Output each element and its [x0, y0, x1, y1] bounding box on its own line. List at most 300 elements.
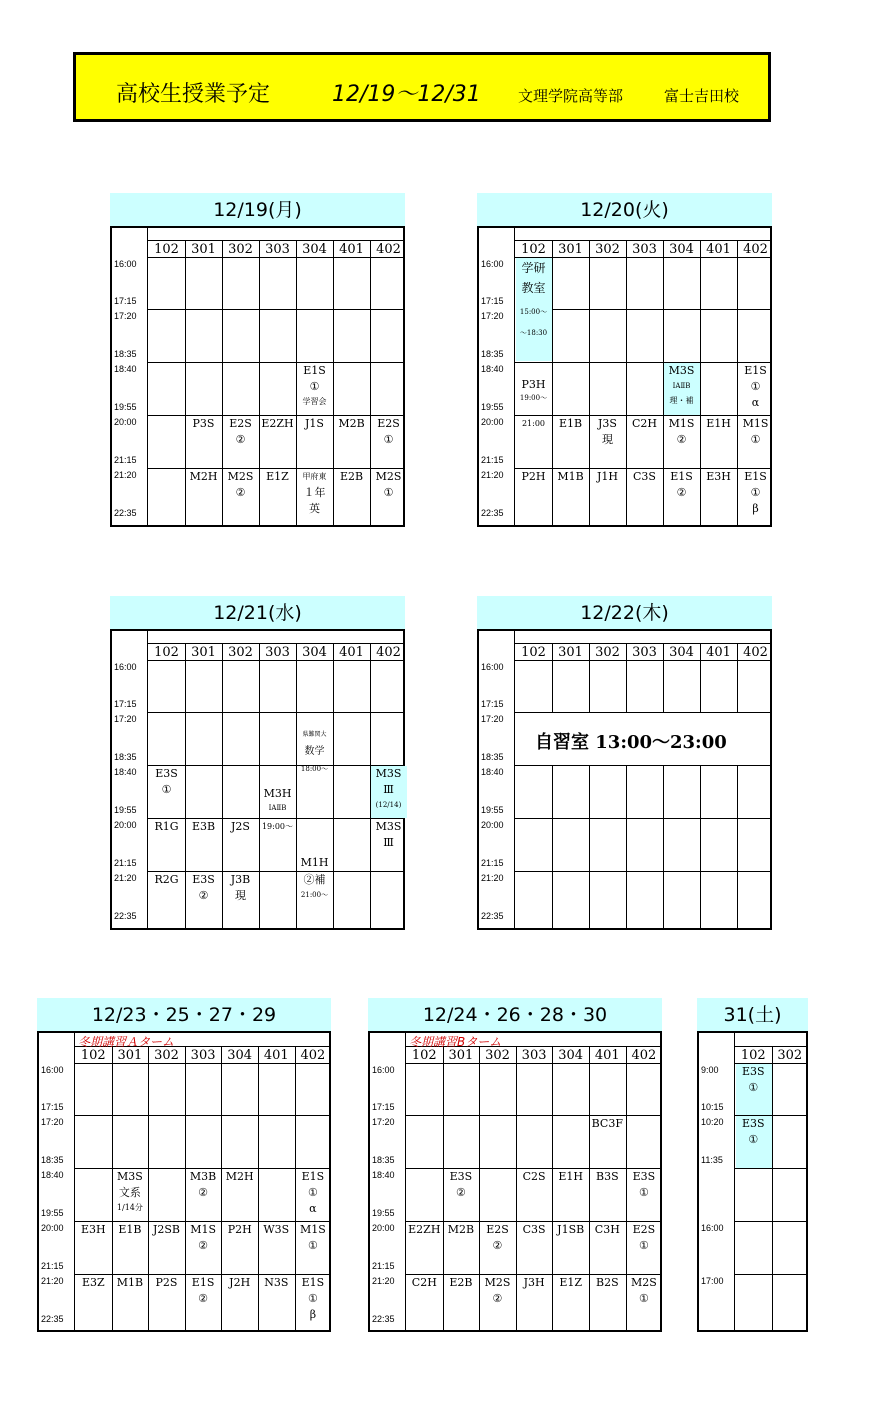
schedule-cell	[148, 766, 185, 798]
cell-text: E3S	[449, 1170, 473, 1183]
cell-text: R2G	[154, 873, 179, 886]
cell-text: E2ZH	[408, 1223, 441, 1236]
cell-text: E2B	[339, 470, 364, 483]
cell-text: M1B	[557, 470, 584, 483]
divider	[148, 309, 405, 310]
time-label: 11:35	[701, 1155, 723, 1165]
cell-text: E1S	[303, 364, 326, 377]
schedule-cell	[479, 1275, 516, 1307]
schedule-cell	[296, 855, 333, 871]
cell-text: 甲府東	[302, 472, 327, 481]
cell-text: １年	[303, 486, 326, 499]
cell-text: ～18:30	[519, 329, 548, 337]
cell-text: 学研	[521, 261, 546, 275]
schedule-cell	[185, 1275, 222, 1307]
cell-text: M1S	[742, 417, 769, 430]
time-label: 20:00	[481, 820, 504, 830]
time-label: 18:40	[481, 767, 504, 777]
cell-text: M3S	[668, 364, 695, 377]
room-header: 303	[632, 242, 657, 257]
room-header: 304	[302, 645, 327, 660]
time-label: 16:00	[481, 259, 504, 269]
header-dates: 12/19～12/31	[332, 82, 481, 107]
divider	[148, 712, 405, 713]
cell-text: C2H	[411, 1276, 437, 1289]
time-label: 22:35	[372, 1314, 395, 1324]
cell-text: E3S	[155, 767, 178, 780]
time-label: 16:00	[701, 1223, 724, 1233]
room-header: 102	[154, 645, 179, 660]
cell-text: ②補	[303, 873, 326, 886]
cell-text: 理・補	[669, 396, 694, 405]
cell-text: ②	[455, 1186, 466, 1199]
schedule-cell	[663, 363, 700, 409]
room-header: 302	[154, 1048, 179, 1063]
cell-text: α	[751, 396, 760, 409]
cell-text: E2B	[449, 1276, 473, 1289]
schedule-cell	[737, 416, 774, 448]
cell-text: ②	[198, 1292, 209, 1305]
cell-text: ②	[198, 1186, 209, 1199]
time-label: 10:15	[701, 1102, 724, 1112]
time-label: 17:15	[41, 1102, 64, 1112]
schedule-cell	[663, 416, 700, 448]
cell-text: β	[309, 1308, 317, 1321]
cell-text: E2S	[486, 1223, 509, 1236]
schedule-cell	[479, 1222, 516, 1254]
cell-text: C2S	[522, 1170, 546, 1183]
room-header: 402	[376, 645, 401, 660]
schedule-cell	[552, 416, 589, 432]
divider	[589, 643, 590, 930]
cell-text: ②	[198, 1239, 209, 1252]
time-label: 21:20	[372, 1276, 395, 1286]
room-header: 402	[300, 1048, 326, 1063]
cell-text: α	[309, 1202, 317, 1215]
schedule-cell	[552, 469, 589, 485]
cell-text: 18:00～	[300, 765, 329, 773]
cell-text: (12/14)	[375, 801, 402, 809]
cell-text: ①	[307, 1239, 318, 1252]
time-label: 20:00	[41, 1223, 64, 1233]
cell-text: E3S	[741, 1065, 765, 1078]
page-header	[73, 52, 771, 122]
cell-text: ①	[638, 1239, 649, 1252]
room-header: 304	[669, 242, 694, 257]
cell-text: M3S	[116, 1170, 143, 1183]
cell-text: 現	[602, 433, 613, 446]
cell-text: 1/14分	[116, 1203, 143, 1212]
schedule-cell	[626, 416, 663, 432]
schedule-cell	[333, 469, 370, 485]
term-label: 冬期講習Bターム	[409, 1035, 502, 1049]
schedule-cell	[370, 416, 407, 448]
schedule-cell	[515, 258, 552, 340]
schedule-cell	[148, 872, 185, 888]
room-header: 302	[595, 242, 620, 257]
cell-text: M2H	[225, 1170, 254, 1183]
schedule-12-19	[110, 193, 405, 527]
schedule-cell	[515, 469, 552, 485]
cell-text: E1S	[744, 364, 767, 377]
schedule-cell	[222, 872, 259, 904]
room-header: 304	[669, 645, 694, 660]
cell-text: E3S	[632, 1170, 656, 1183]
schedule-cell	[443, 1222, 480, 1238]
schedule-cell	[258, 1275, 295, 1291]
cell-text: M2H	[189, 470, 218, 483]
room-header: 301	[558, 242, 583, 257]
schedule-cell	[112, 1169, 149, 1215]
cell-text: M2B	[447, 1223, 475, 1236]
divider	[737, 643, 738, 930]
time-label: 20:00	[114, 417, 137, 427]
time-label: 22:35	[41, 1314, 64, 1324]
cell-text: E1S	[744, 470, 767, 483]
room-header: 102	[80, 1048, 106, 1063]
cell-text: M2S	[375, 470, 402, 483]
schedule-cell	[259, 819, 296, 835]
cell-text: ①	[748, 1133, 759, 1146]
schedule-cell	[700, 416, 737, 432]
cell-text: J3S	[598, 417, 617, 430]
day-title: 12/21(水)	[110, 596, 405, 631]
schedule-cell	[443, 1275, 480, 1291]
cell-text: E1Z	[266, 470, 289, 483]
room-header: 402	[376, 242, 401, 257]
cell-text: 英	[309, 502, 320, 515]
schedule-cell	[589, 1116, 626, 1132]
time-label: 18:35	[481, 752, 504, 762]
cell-text: M2S	[227, 470, 254, 483]
cell-text: N3S	[264, 1276, 289, 1289]
schedule-cell	[737, 363, 774, 411]
time-label: 21:15	[481, 858, 504, 868]
divider	[515, 818, 772, 819]
schedule-cell	[516, 1169, 553, 1185]
time-label: 22:35	[114, 911, 137, 921]
time-label: 17:15	[114, 296, 137, 306]
cell-text: E3H	[80, 1223, 106, 1236]
cell-text: ②	[198, 889, 209, 902]
cell-text: M1S	[299, 1223, 326, 1236]
time-label: 21:15	[114, 455, 137, 465]
schedule-cell	[626, 1169, 663, 1201]
cell-text: ②	[676, 486, 687, 499]
time-label: 17:15	[481, 296, 504, 306]
cell-text: E1S	[191, 1276, 215, 1289]
schedule-cell	[221, 1169, 258, 1185]
time-label: 18:40	[481, 364, 504, 374]
schedule-cell	[589, 1169, 626, 1185]
cell-text: E3Z	[81, 1276, 105, 1289]
time-label: 19:55	[114, 402, 137, 412]
cell-text: ②	[676, 433, 687, 446]
divider	[148, 362, 405, 363]
cell-text: 文系	[118, 1186, 141, 1199]
schedule-cell	[552, 1169, 589, 1185]
schedule-cell	[735, 1064, 772, 1096]
room-header: 303	[265, 645, 290, 660]
cell-text: Ⅲ	[383, 836, 394, 849]
schedule-cell	[295, 1169, 332, 1217]
schedule-cell	[185, 819, 222, 835]
schedule-cell	[295, 1222, 332, 1254]
time-label: 18:40	[372, 1170, 395, 1180]
schedule-cell	[221, 1222, 258, 1238]
divider	[735, 1221, 808, 1222]
room-header: 303	[265, 242, 290, 257]
room-header: 304	[302, 242, 327, 257]
schedule-cell	[552, 1275, 589, 1291]
cell-text: ①	[750, 486, 761, 499]
time-label: 16:00	[114, 662, 137, 672]
time-label: 17:20	[372, 1117, 395, 1127]
room-header: 302	[595, 645, 620, 660]
schedule-cell	[222, 469, 259, 501]
cell-text: C2H	[631, 417, 657, 430]
time-label: 17:20	[114, 714, 137, 724]
cell-text: E2S	[632, 1223, 656, 1236]
cell-text: E1H	[706, 417, 731, 430]
cell-text: 21:00	[521, 419, 546, 428]
day-title: 12/19(月)	[110, 193, 405, 228]
schedule-cell	[258, 1222, 295, 1238]
schedule-12-31	[697, 998, 808, 1332]
cell-text: 数学	[304, 746, 325, 757]
schedule-cell	[626, 469, 663, 485]
room-header: 301	[191, 645, 216, 660]
cell-text: M1H	[300, 856, 329, 869]
selfstudy-notice: 自習室 13:00～23:00	[535, 732, 727, 753]
cell-text: 21:00～	[300, 891, 329, 899]
time-label: 21:20	[114, 470, 137, 480]
room-header: 304	[227, 1048, 253, 1063]
schedule-cell	[185, 469, 222, 485]
cell-text: E3H	[706, 470, 731, 483]
divider	[700, 643, 701, 930]
room-header: 302	[228, 645, 253, 660]
room-header: 302	[777, 1048, 803, 1063]
schedule-cell	[296, 729, 333, 775]
time-label: 16:00	[114, 259, 137, 269]
time-label: 21:15	[114, 858, 137, 868]
divider	[663, 643, 664, 930]
time-label: 21:15	[372, 1261, 395, 1271]
time-label: 21:15	[41, 1261, 64, 1271]
schedule-cell	[589, 1275, 626, 1291]
schedule-cell	[259, 469, 296, 485]
time-label: 17:00	[701, 1276, 724, 1286]
time-label: 17:15	[372, 1102, 395, 1112]
divider	[333, 643, 334, 930]
schedule-cell	[296, 872, 333, 902]
schedule-12-22	[477, 596, 772, 930]
divider	[515, 765, 772, 766]
cell-text: J1S	[305, 417, 324, 430]
schedule-cell	[626, 1275, 663, 1307]
schedule-cell	[516, 1275, 553, 1291]
cell-text: P3S	[192, 417, 215, 430]
cell-text: J2H	[229, 1276, 251, 1289]
cell-text: Ⅲ	[383, 783, 394, 796]
room-header: 401	[339, 242, 364, 257]
time-label: 18:40	[114, 364, 137, 374]
room-header: 102	[154, 242, 179, 257]
divider	[772, 1046, 773, 1332]
room-header: 302	[485, 1048, 510, 1063]
schedule-cell	[589, 416, 626, 448]
schedule-cell	[259, 416, 296, 432]
cell-text: ①	[638, 1186, 649, 1199]
time-label: 21:20	[481, 873, 504, 883]
time-label: 17:15	[481, 699, 504, 709]
schedule-a-term	[37, 998, 331, 1332]
cell-text: E3B	[191, 820, 216, 833]
divider	[626, 643, 627, 930]
day-title: 31(土)	[697, 998, 808, 1033]
time-label: 21:20	[114, 873, 137, 883]
cell-text: M2B	[338, 417, 365, 430]
schedule-cell	[589, 1222, 626, 1238]
room-header: 303	[632, 645, 657, 660]
schedule-cell	[737, 469, 774, 517]
cell-text: E3S	[741, 1117, 765, 1130]
cell-text: 学習会	[302, 397, 327, 406]
cell-text: ①	[638, 1292, 649, 1305]
schedule-cell	[185, 1169, 222, 1201]
schedule-cell	[370, 469, 407, 501]
time-label: 17:20	[41, 1117, 64, 1127]
cell-text: P3H	[521, 378, 546, 391]
cell-text: M2S	[484, 1276, 511, 1289]
schedule-cell	[148, 1275, 185, 1291]
cell-text: ⅠAⅡB	[672, 382, 691, 390]
time-label: 18:35	[372, 1155, 395, 1165]
schedule-cell	[589, 469, 626, 485]
divider	[735, 1274, 808, 1275]
schedule-cell	[75, 1275, 112, 1291]
schedule-cell	[296, 416, 333, 432]
schedule-cell	[222, 819, 259, 835]
room-header: 401	[706, 645, 731, 660]
cell-text: E1B	[118, 1223, 142, 1236]
room-header: 402	[743, 645, 768, 660]
divider	[75, 1115, 331, 1116]
cell-text: P2H	[521, 470, 546, 483]
cell-text: ②	[492, 1292, 503, 1305]
room-header: 301	[448, 1048, 474, 1063]
schedule-cell	[370, 819, 407, 851]
cell-text: R1G	[154, 820, 179, 833]
time-label: 17:20	[481, 311, 504, 321]
cell-text: C3S	[522, 1223, 546, 1236]
room-header: 401	[706, 242, 731, 257]
time-label: 17:15	[114, 699, 137, 709]
cell-text: M3S	[375, 820, 402, 833]
schedule-cell	[222, 416, 259, 448]
cell-text: J2SB	[152, 1223, 180, 1236]
cell-text: β	[752, 502, 759, 515]
cell-text: E3S	[192, 873, 215, 886]
time-label: 20:00	[114, 820, 137, 830]
cell-text: 現	[235, 889, 246, 902]
divider	[148, 765, 405, 766]
time-label: 22:35	[114, 508, 137, 518]
time-label: 22:35	[481, 911, 504, 921]
schedule-cell	[75, 1222, 112, 1238]
time-label: 18:35	[114, 349, 137, 359]
cell-text: C3H	[594, 1223, 620, 1236]
schedule-cell	[443, 1169, 480, 1201]
schedule-cell	[185, 872, 222, 904]
day-title: 12/23・25・27・29	[37, 998, 331, 1033]
cell-text: M3H	[263, 787, 292, 800]
schedule-cell	[515, 416, 552, 432]
cell-text: BC3F	[591, 1117, 623, 1130]
cell-text: J3B	[230, 873, 251, 886]
schedule-cell	[148, 1222, 185, 1238]
cell-text: ①	[161, 783, 172, 796]
schedule-cell	[148, 819, 185, 835]
cell-text: ⅠAⅡB	[268, 804, 287, 812]
cell-text: 県難関大	[302, 731, 327, 738]
cell-text: ②	[492, 1239, 503, 1252]
header-branch: 富士吉田校	[664, 87, 740, 105]
cell-text: M1S	[668, 417, 695, 430]
schedule-cell	[516, 1222, 553, 1238]
schedule-cell	[295, 1275, 332, 1323]
room-header: 401	[339, 645, 364, 660]
time-label: 17:20	[481, 714, 504, 724]
cell-text: E1Z	[559, 1276, 583, 1289]
schedule-cell	[626, 1222, 663, 1254]
time-label: 20:00	[481, 417, 504, 427]
cell-text: J3H	[523, 1276, 545, 1289]
schedule-b-term	[368, 998, 662, 1332]
header-title: 高校生授業予定	[116, 82, 271, 107]
cell-text: ①	[383, 486, 394, 499]
time-label: 16:00	[372, 1065, 395, 1075]
cell-text: M3B	[189, 1170, 217, 1183]
cell-text: E1S	[670, 470, 693, 483]
time-label: 16:00	[481, 662, 504, 672]
cell-text: P2S	[155, 1276, 178, 1289]
room-header: 102	[740, 1048, 766, 1063]
cell-text: ①	[307, 1292, 318, 1305]
room-header: 301	[117, 1048, 143, 1063]
time-label: 21:20	[481, 470, 504, 480]
schedule-cell	[185, 1222, 222, 1254]
cell-text: ②	[235, 433, 246, 446]
time-label: 17:20	[114, 311, 137, 321]
cell-text: ①	[750, 433, 761, 446]
cell-text: J2S	[231, 820, 250, 833]
schedule-cell	[406, 1275, 443, 1291]
room-header: 401	[594, 1048, 620, 1063]
time-label: 19:55	[114, 805, 137, 815]
cell-text: E2ZH	[261, 417, 294, 430]
time-label: 19:55	[41, 1208, 64, 1218]
divider	[515, 871, 772, 872]
divider	[515, 362, 772, 363]
room-header: 401	[263, 1048, 289, 1063]
cell-text: E1S	[301, 1276, 325, 1289]
cell-text: M2S	[630, 1276, 657, 1289]
time-label: 19:55	[481, 805, 504, 815]
room-header: 102	[521, 645, 546, 660]
schedule-cell	[333, 416, 370, 432]
